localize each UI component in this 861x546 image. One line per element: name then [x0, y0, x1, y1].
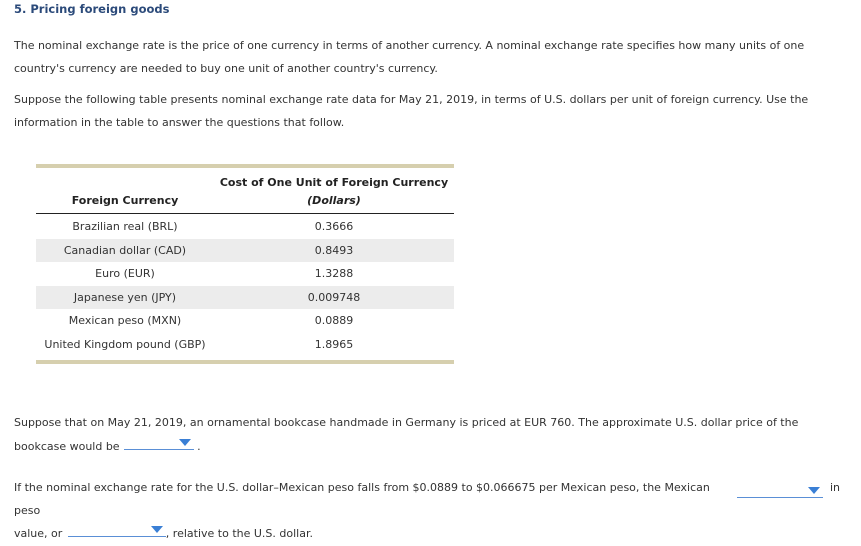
- currency-cell: Brazilian real (BRL): [72, 220, 178, 233]
- question-1: [14, 412, 844, 458]
- peso-value-direction-dropdown[interactable]: [737, 483, 823, 498]
- value-cell: 0.8493: [314, 243, 354, 257]
- question-2-line2-start: value, or: [14, 527, 63, 540]
- question-2: [14, 477, 736, 546]
- value-cell: 0.009748: [307, 290, 361, 304]
- table-bottom-rule: [36, 360, 454, 364]
- question-2-end: , relative to the U.S. dollar.: [165, 527, 313, 540]
- header-foreign-currency: Foreign Currency: [71, 194, 179, 207]
- currency-cell: Euro (EUR): [95, 267, 155, 280]
- table-intro-paragraph: Suppose the following table presents nominal exchange rate data for May 21, 2019, in terms of U.S. dollars per unit of foreign currency. Use the information in the table to answer the questions that follow.: [14, 93, 809, 129]
- section-title: 5. Pricing foreign goods: [14, 2, 170, 16]
- table-row: [36, 333, 454, 357]
- chevron-down-icon: [179, 439, 191, 446]
- intro-paragraph: The nominal exchange rate is the price of one currency in terms of another currency. A nominal exchange rate specifies how many units of one country's currency are needed to buy one unit of another country's currency.: [14, 39, 805, 75]
- currency-cell: Japanese yen (JPY): [73, 290, 177, 304]
- table-row: [36, 215, 454, 239]
- question-2-text: If the nominal exchange rate for the U.S. dollar–Mexican peso falls from $0.0889 to $0.066675 per Mexican peso, the Mexican peso: [14, 481, 710, 517]
- table-row: [36, 286, 454, 310]
- exchange-rate-table: [36, 164, 454, 364]
- table-row: [36, 262, 454, 286]
- value-cell: 1.8965: [314, 337, 354, 351]
- value-cell: 0.0889: [314, 314, 354, 327]
- chevron-down-icon: [808, 487, 820, 494]
- question-1-end: .: [197, 439, 201, 453]
- header-cost: Cost of One Unit of Foreign Currency: [219, 176, 449, 189]
- table-row: [36, 309, 454, 333]
- table-row: [36, 239, 454, 263]
- currency-cell: Mexican peso (MXN): [68, 314, 182, 327]
- question-1-text: Suppose that on May 21, 2019, an ornamental bookcase handmade in Germany is priced at EUR 760. The approximate U.S. dollar price of the bookcase would be: [14, 416, 799, 453]
- header-rule: [36, 213, 454, 214]
- value-cell: 0.3666: [314, 220, 354, 233]
- bookcase-price-dropdown[interactable]: [124, 435, 194, 450]
- currency-cell: Canadian dollar (CAD): [63, 243, 187, 257]
- header-unit: (Dollars): [307, 194, 361, 207]
- table-header: [36, 168, 454, 212]
- value-cell: 1.3288: [314, 267, 354, 280]
- currency-cell: United Kingdom pound (GBP): [44, 337, 206, 351]
- question-2-in: in: [830, 481, 841, 494]
